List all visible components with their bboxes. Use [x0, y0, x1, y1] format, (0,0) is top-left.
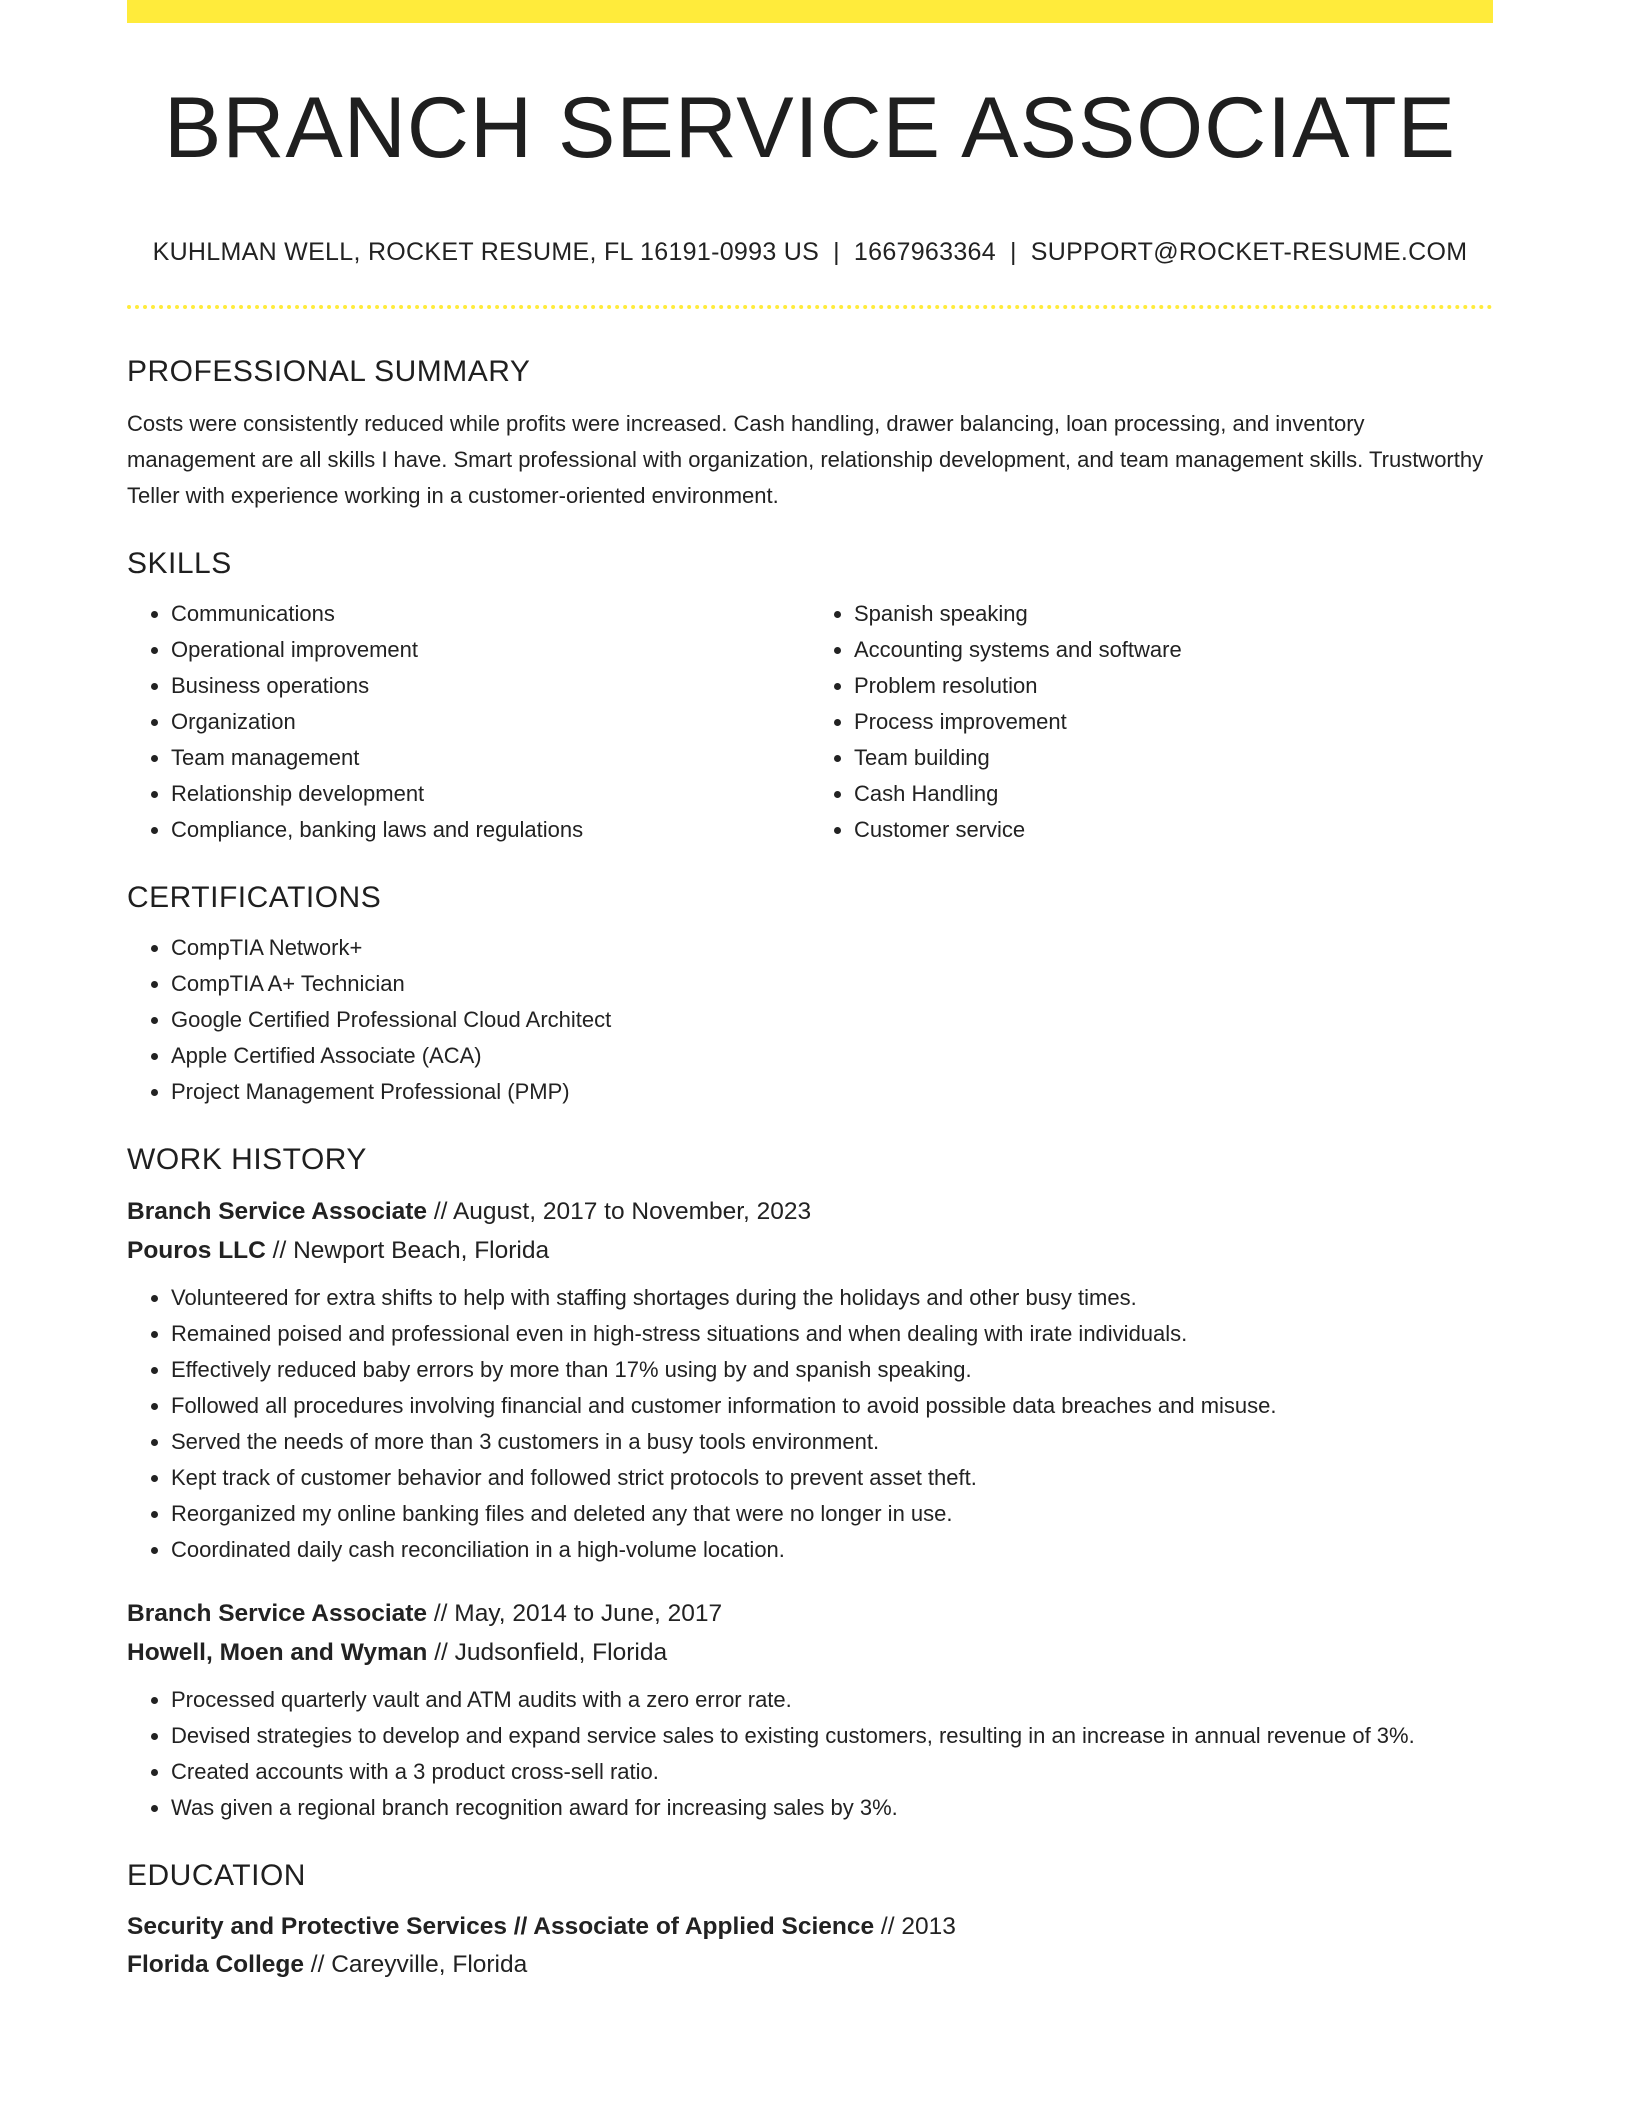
certification-item: • Apple Certified Associate (ACA)	[171, 1038, 1493, 1074]
skill-item: • Operational improvement	[171, 632, 810, 668]
education-degree: Security and Protective Services // Associate of Applied Science	[127, 1913, 875, 1940]
job-bullet: • Served the needs of more than 3 customers in a busy tools environment.	[171, 1424, 1493, 1460]
job-bullet: • Remained poised and professional even in high-stress situations and when dealing with irate individuals.	[171, 1316, 1493, 1352]
certifications-section	[127, 878, 1493, 1110]
job-location: // Newport Beach, Florida	[265, 1237, 550, 1264]
education-degree-line	[127, 1908, 1493, 1946]
skill-item: • Problem resolution	[854, 668, 1493, 704]
certifications-list	[127, 930, 1493, 1110]
job-role-line	[127, 1594, 1493, 1633]
skill-item: • Business operations	[171, 668, 810, 704]
contact-phone: 1667963364	[853, 238, 996, 266]
job-bullet: • Processed quarterly vault and ATM audits with a zero error rate.	[171, 1682, 1493, 1718]
job-bullets	[127, 1280, 1493, 1568]
education-year: // 2013	[874, 1913, 956, 1940]
contact-email: SUPPORT@ROCKET-RESUME.COM	[1030, 238, 1468, 266]
job-entry	[127, 1192, 1493, 1568]
job-bullet: • Coordinated daily cash reconciliation in a high-volume location.	[171, 1532, 1493, 1568]
skill-item: • Accounting systems and software	[854, 632, 1493, 668]
skill-item: • Communications	[171, 596, 810, 632]
contact-address: KUHLMAN WELL, ROCKET RESUME, FL 16191-0993 US	[152, 238, 820, 266]
job-bullet: • Followed all procedures involving financial and customer information to avoid possible data breaches and misuse.	[171, 1388, 1493, 1424]
skills-title: SKILLS	[127, 547, 232, 580]
job-company-line	[127, 1633, 1493, 1672]
job-role-line	[127, 1192, 1493, 1231]
job-dates: // May, 2014 to June, 2017	[427, 1600, 723, 1627]
summary-title: PROFESSIONAL SUMMARY	[127, 355, 531, 388]
dotted-divider	[127, 305, 1493, 309]
job-bullets	[127, 1682, 1493, 1826]
education-school: Florida College	[127, 1951, 304, 1978]
skill-item: • Team building	[854, 740, 1493, 776]
job-company-line	[127, 1231, 1493, 1270]
job-dates: // August, 2017 to November, 2023	[427, 1198, 812, 1225]
certification-item: • Project Management Professional (PMP)	[171, 1074, 1493, 1110]
certification-item: • CompTIA A+ Technician	[171, 966, 1493, 1002]
skill-item: • Process improvement	[854, 704, 1493, 740]
skills-left-list	[127, 596, 810, 848]
work-history-section	[127, 1140, 1493, 1826]
skill-item: • Relationship development	[171, 776, 810, 812]
skill-item: • Team management	[171, 740, 810, 776]
job-bullet: • Reorganized my online banking files and deleted any that were no longer in use.	[171, 1496, 1493, 1532]
skills-columns	[127, 596, 1493, 848]
summary-section	[127, 352, 1493, 514]
skill-item: • Organization	[171, 704, 810, 740]
education-location: // Careyville, Florida	[303, 1951, 528, 1978]
certification-item: • CompTIA Network+	[171, 930, 1493, 966]
skill-item: • Compliance, banking laws and regulations	[171, 812, 810, 848]
job-bullet: • Was given a regional branch recognition award for increasing sales by 3%.	[171, 1790, 1493, 1826]
education-title: EDUCATION	[127, 1859, 306, 1892]
job-bullet: • Kept track of customer behavior and followed strict protocols to prevent asset theft.	[171, 1460, 1493, 1496]
skills-section	[127, 544, 1493, 848]
certifications-title: CERTIFICATIONS	[127, 881, 382, 914]
job-role: Branch Service Associate	[127, 1600, 428, 1627]
job-company: Howell, Moen and Wyman	[127, 1639, 428, 1666]
job-role: Branch Service Associate	[127, 1198, 428, 1225]
job-header	[127, 1594, 1493, 1672]
education-school-line	[127, 1946, 1493, 1984]
job-bullet: • Effectively reduced baby errors by more than 17% using by and spanish speaking.	[171, 1352, 1493, 1388]
job-location: // Judsonfield, Florida	[427, 1639, 668, 1666]
skill-item: • Spanish speaking	[854, 596, 1493, 632]
job-bullet: • Created accounts with a 3 product cross-sell ratio.	[171, 1754, 1493, 1790]
candidate-name: BRANCH SERVICE ASSOCIATE	[163, 80, 1457, 176]
education-section	[127, 1856, 1493, 1984]
accent-top-bar	[127, 0, 1493, 23]
job-bullet: • Devised strategies to develop and expand service sales to existing customers, resulting in an increase in annual revenue of 3%.	[171, 1718, 1493, 1754]
job-bullet: • Volunteered for extra shifts to help with staffing shortages during the holidays and other busy times.	[171, 1280, 1493, 1316]
contact-line	[127, 236, 1493, 268]
summary-text: Costs were consistently reduced while profits were increased. Cash handling, drawer balancing, loan processing, and inventory management are all skills I have. Smart professional with organization, relationship development, and team management skills. Trustworthy Teller with experience working in a customer-oriented environment.	[127, 411, 1484, 508]
job-company: Pouros LLC	[127, 1237, 266, 1264]
contact-separator: |	[1009, 238, 1017, 266]
job-header	[127, 1192, 1493, 1270]
work-history-title: WORK HISTORY	[127, 1143, 367, 1176]
skill-item: • Customer service	[854, 812, 1493, 848]
contact-separator: |	[833, 238, 840, 266]
resume-body	[127, 352, 1493, 1984]
certification-item: • Google Certified Professional Cloud Architect	[171, 1002, 1493, 1038]
skill-item: • Cash Handling	[854, 776, 1493, 812]
job-entry	[127, 1594, 1493, 1826]
education-entry	[127, 1908, 1493, 1984]
skills-right-list	[810, 596, 1493, 848]
